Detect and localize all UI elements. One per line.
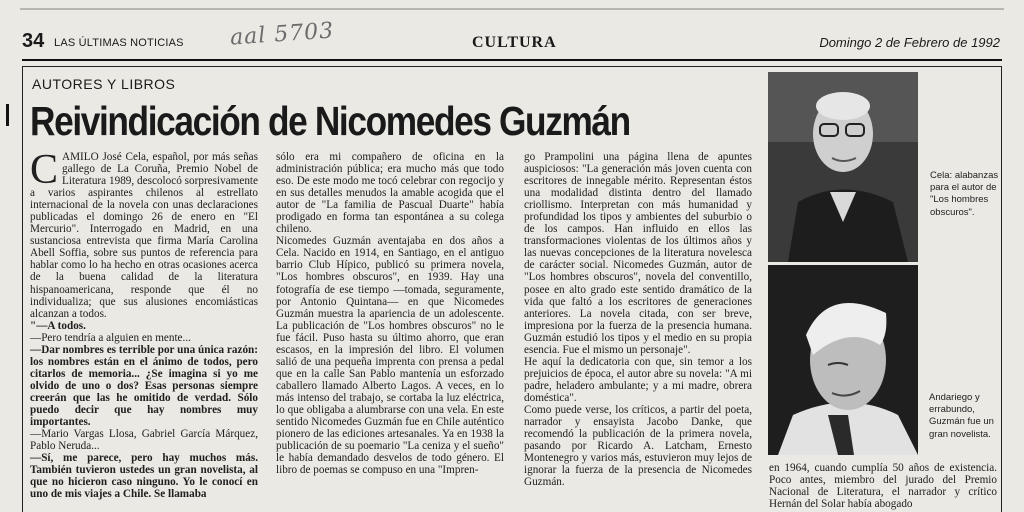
paragraph: —Mario Vargas Llosa, Gabriel García Márquez, Pablo Neruda... — [30, 428, 258, 453]
photo-cela — [768, 72, 918, 262]
section-title: CULTURA — [472, 34, 557, 51]
handwritten-note: aal 5703 — [229, 18, 335, 51]
photo-caption-guzman: Andariego y errabundo, Guzmán fue un gran novelista. — [929, 392, 994, 440]
paragraph: Como puede verse, los críticos, a partir del poeta, narrador y ensayista Jacobo Danke, que recomendó la publicación de la primera novela, pasando por Ricardo A. Latcham, Ernesto Montenegro y varios más, estuvieron muy lejos de ignorar la fuerza de la presencia de Nicomedes Guzmán. — [524, 403, 752, 489]
paragraph: go Prampolini una página llena de apuntes auspiciosos: "La generación más joven cuenta con escritores de innegable mérito. Representan éstos una modalidad distinta dentro del llamado criollismo. Interpretan con más humanidad y profundidad los tipos y ambientes del suburbio o de los campos. Han influido en ellos las transformaciones violentas de los últimos años y las nuevas concepciones de la literatura novelesca de carácter social. Nicomedes Guzmán, autor de "Los hombres obscuros", novela del conventillo, posee en alto grado este sentido dramático de la vida que faltó a los escritores de generaciones anteriores. La novela citada, con ser breve, impresiona por la fuerza de la presencia humana. Guzmán estudió los tipos y el medio en su propia esencia. Fue el mismo un personaje". — [524, 151, 752, 356]
article-column-2 — [276, 151, 504, 476]
header-rule — [22, 59, 1002, 61]
paragraph: en 1964, cuando cumplía 50 años de existencia. Poco antes, miembro del jurado del Premio Nacional de Literatura, el narrador y crítico Hernán del Solar había abogado — [769, 462, 997, 511]
page-number: 34 — [22, 30, 45, 52]
newspaper-name: LAS ÚLTIMAS NOTICIAS — [54, 37, 184, 49]
top-border — [20, 8, 1004, 10]
article-kicker: AUTORES Y LIBROS — [32, 76, 176, 92]
page-header — [22, 18, 1000, 56]
drop-cap: C — [30, 147, 59, 193]
margin-mark — [6, 104, 9, 126]
publication-date: Domingo 2 de Febrero de 1992 — [819, 35, 1000, 50]
photo-caption-cela: Cela: alabanzas para el autor de "Los hombres obscuros". — [930, 170, 999, 218]
paragraph: sólo era mi compañero de oficina en la administración pública; era mucho más que todo eso. De este modo me tocó celebrar con regocijo y en sus detalles menudos la amable acogida que el autor de "La familia de Pascual Duarte" había prodigado en forma tan espontánea a su colega chileno. — [276, 151, 504, 236]
paragraph: "—A todos. — [30, 319, 86, 332]
paragraph: —Pero tendría a alguien en mente... — [30, 331, 191, 344]
photo-guzman — [768, 265, 918, 455]
paragraph: He aquí la dedicatoria con que, sin temor a los prejuicios de época, el autor abre su novela: "A mi padre, heladero ambulante; y a mi madre, obrera doméstica". — [524, 355, 752, 404]
paragraph: AMILO José Cela, español, por más señas gallego de La Coruña, Premio Nobel de Literatura 1989, descolocó sorpresivamente a varios aspirantes chilenos al estrellato internacional de la novela con unas declaraciones publicadas el domingo 26 de enero en "El Mercurio". Interrogado en Madrid, en una sustanciosa entrevista que firma María Carolina Abell Soffia, sobre sus puntos de referencia para hablar como lo ha hecho en otras ocasiones acerca de la buena calidad de la literatura hispanoamericana, responde que él no individualiza; que sus alusiones encomiásticas alcanzan a todos. — [30, 151, 258, 320]
article-column-4 — [769, 462, 997, 510]
article-column-1 — [30, 147, 258, 501]
paragraph: Nicomedes Guzmán aventajaba en dos años a Cela. Nacido en 1914, en Santiago, en el antiguo barrio Club Hípico, publicó su primera novela, "Los hombres obscuros", en 1939. Hay una fotografía de ese tiempo —tomada, seguramente, por Antonio Quintana— en que Nicomedes Guzmán muestra la apariencia de un adolescente. La publicación de "Los hombres obscuros" no le fue fácil. Puso hasta su último ahorro, que eran escasos, en la impresión del libro. El volumen salió de una pequeña imprenta con prensa a pedal que en la calle San Pablo mantenía un esforzado caballero llamado Alberto Lagos. A veces, en lo más intenso del trabajo, se cortaba la luz eléctrica, lo que obligaba a alumbrarse con una vela. En este sentido Nicomedes Guzmán fue en Chile auténtico pionero de las ediciones artesanales. Ya en 1938 la publicación de su poemario "La ceniza y el sueño" le había demandado desvelos de todo género. El libro de poemas se compuso en una "Impren- — [276, 235, 504, 477]
article-column-3 — [524, 151, 752, 488]
article-headline: Reivindicación de Nicomedes Guzmán — [30, 98, 630, 144]
paragraph: —Dar nombres es terrible por una única razón: los nombres están en el ánimo de todos, pero citarlos de memoria... ¿Se imagina si yo me olvido de uno o dos? Esas personas siempre creerán que las he omitido de verdad. Sólo puedo decir que hay nombres muy importantes. — [30, 343, 258, 429]
paragraph: —Sí, me parece, pero hay muchos más. También tuvieron ustedes un gran novelista, al que no hicieron caso ninguno. Yo le conocí en uno de mis viajes a Chile. Se llamaba — [30, 452, 258, 501]
